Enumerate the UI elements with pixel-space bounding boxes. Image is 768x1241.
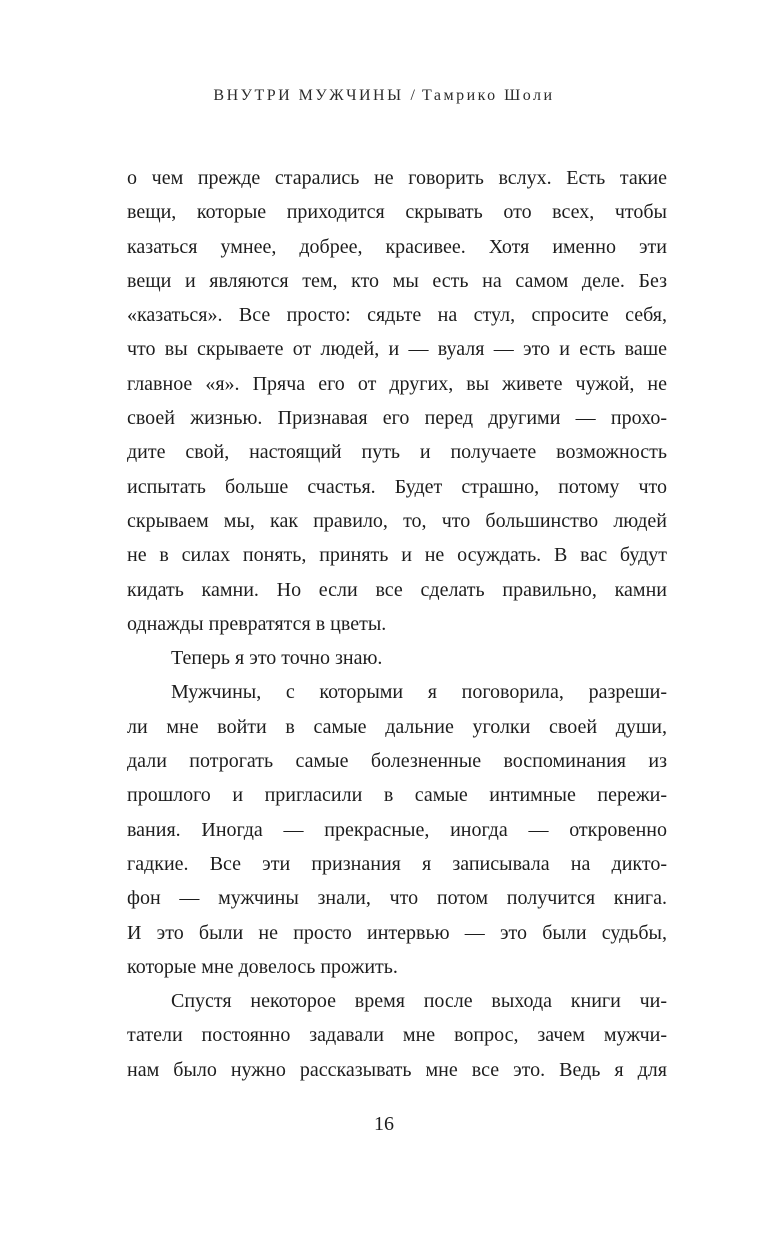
book-title: ВНУТРИ МУЖЧИНЫ (213, 87, 404, 104)
page-footer (0, 1113, 768, 1136)
text-line: вещи, которые приходится скрывать ото всех, чтобы (127, 201, 667, 224)
text-line: фон — мужчины знали, что потом получится книга. (127, 887, 667, 910)
text-line: главное «я». Пряча его от других, вы живете чужой, не (127, 372, 667, 395)
text-line: кидать камни. Но если все сделать правильно, камни (127, 578, 667, 601)
text-line: Спустя некоторое время после выхода книги чи- (171, 990, 667, 1013)
paragraph (127, 641, 667, 675)
paragraph (127, 675, 667, 984)
text-line: «казаться». Все просто: сядьте на стул, спросите себя, (127, 304, 667, 327)
text-line: что вы скрываете от людей, и — вуаля — это и есть ваше (127, 338, 667, 361)
text-line: Мужчины, с которыми я поговорила, разреши- (171, 681, 667, 704)
text-line: которые мне довелось прожить. (127, 955, 398, 978)
text-line: своей жизнью. Признавая его перед другими — прохо- (127, 407, 667, 430)
text-line: о чем прежде старались не говорить вслух. Есть такие (127, 167, 667, 189)
author-name: Тамрико Шоли (421, 87, 555, 104)
paragraph (127, 984, 667, 1087)
text-line: однажды превратятся в цветы. (127, 612, 387, 635)
text-line: И это были не просто интервью — это были судьбы, (127, 921, 667, 944)
text-line: дали потрогать самые болезненные воспоминания из (127, 750, 667, 773)
running-header (0, 87, 768, 105)
text-line: вещи и являются тем, кто мы есть на самом деле. Без (127, 269, 667, 292)
page-text (127, 161, 667, 1087)
text-line: прошлого и пригласили в самые интимные пережи- (127, 784, 667, 807)
text-line: нам было нужно рассказывать мне все это. Ведь я для (127, 1058, 667, 1081)
text-line: татели постоянно задавали мне вопрос, зачем мужчи- (127, 1024, 667, 1047)
text-line: Теперь я это точно знаю. (171, 647, 383, 670)
text-line: ли мне войти в самые дальние уголки своей души, (127, 715, 667, 738)
text-line: дите свой, настоящий путь и получаете возможность (127, 441, 667, 464)
paragraph (127, 161, 667, 641)
text-line: гадкие. Все эти признания я записывала на дикто- (127, 852, 667, 875)
text-line: казаться умнее, добрее, красивее. Хотя именно эти (127, 235, 667, 258)
text-line: скрываем мы, как правило, то, что большинство людей (127, 509, 667, 532)
text-line: не в силах понять, принять и не осуждать. В вас будут (127, 544, 667, 567)
text-line: испытать больше счастья. Будет страшно, потому что (127, 475, 667, 498)
text-line: вания. Иногда — прекрасные, иногда — откровенно (127, 818, 667, 841)
header-separator: / (410, 87, 415, 104)
page-number: 16 (374, 1113, 394, 1135)
